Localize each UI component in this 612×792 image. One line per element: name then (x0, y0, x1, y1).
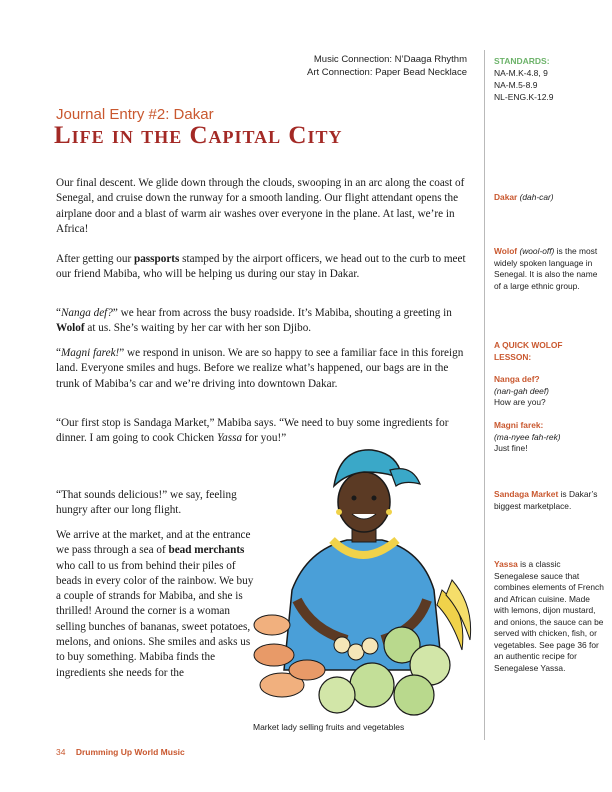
glossary-pronunciation: (nan-gah deef) (494, 385, 549, 396)
glossary-pronunciation: (wool-off) (519, 246, 555, 256)
glossary-pronunciation: (dah-car) (519, 192, 554, 202)
glossary-term: Nanga def? (494, 374, 540, 384)
glossary-definition: How are you? (494, 397, 546, 407)
standards-heading: STANDARDS: (494, 56, 550, 66)
paragraph-3 (56, 306, 474, 337)
book-title: Drumming Up World Music (75, 747, 185, 757)
glossary-term: Wolof (494, 246, 518, 256)
paragraph-text: for you!” (242, 432, 287, 445)
glossary-nanga-def (494, 374, 606, 409)
paragraph-text: “ (56, 347, 61, 359)
paragraph-text: who call to us from behind their piles of beads in every color of the rainbow. We buy a couple of strands for Mabiba, and she is thrilled! Around the corner is a woman selling bunches of bananas, sweet potatoes, melons, and onions. She smiles and asks us to buy something. Mabiba finds the ingredients she needs for the (56, 559, 254, 679)
paragraph-text: Our final descent. We glide down through the clouds, swooping in an arc along the coast of Senegal, and cruise down the runway for a smooth landing. Our flight attendant opens the airplane door and a blast of warm air washes over everyone in the plane. At last, we’re in Africa! (56, 177, 465, 235)
glossary-term: Yassa (494, 559, 518, 569)
glossary-dakar (494, 192, 606, 204)
sidebar-divider (484, 50, 485, 740)
glossary-definition: is a classic Senegalese sauce that combines elements of French and African cuisine. Made with lemons, dijon mustard, and onions, the sauce can be served with chicken, fish, or vegetables. See page 36 for an authentic recipe for Senegalese Yassa. (494, 559, 604, 673)
glossary-pronunciation: (ma-nyee fah-rek) (494, 431, 561, 442)
paragraph-text: ” we hear from across the busy roadside. It’s Mabiba, shouting a greeting in (112, 307, 452, 319)
illustration-caption: Market lady selling fruits and vegetables (253, 722, 405, 732)
music-connection: Music Connection: N’Daaga Rhythm (313, 54, 467, 65)
paragraph-text: “ (56, 307, 61, 319)
standard-item: NA-M.5-8.9 (494, 80, 538, 90)
art-connection: Art Connection: Paper Bead Necklace (306, 67, 467, 78)
term-passports: passports (133, 253, 180, 265)
term-bead-merchants: bead merchants (168, 544, 245, 557)
term-yassa: Yassa (216, 432, 243, 445)
journal-entry-label: Journal Entry #2: Dakar (56, 106, 214, 123)
standards-box (494, 55, 554, 103)
term-wolof: Wolof (56, 322, 85, 335)
paragraph-text: “That sounds delicious!” we say, feeling hungry after our long flight. (56, 489, 237, 517)
glossary-definition: Just fine! (494, 443, 528, 453)
paragraph-2 (56, 252, 474, 283)
glossary-yassa (494, 559, 606, 674)
paragraph-text: at us. She’s waiting by her car with her son Djibo. (84, 322, 312, 335)
standard-item: NA-M.K-4.8, 9 (494, 68, 548, 78)
glossary-magni-farek (494, 420, 606, 455)
connections (307, 53, 467, 79)
glossary-definition: is the most widely spoken language in Senegal. It is also the name of a large ethnic group. (494, 246, 598, 291)
phrase-magni-farek: Magni farek! (60, 347, 120, 359)
paragraph-text: stamped by the airport officers, we head out to the curb to meet our friend Mabiba, who will be helping us during our stay in Dakar. (56, 253, 466, 281)
paragraph-6 (56, 488, 262, 519)
glossary-term: Magni farek: (494, 420, 544, 430)
standard-item: NL-ENG.K-12.9 (494, 92, 554, 102)
page-title: Life in the Capital City (54, 122, 343, 149)
page-footer (56, 747, 185, 757)
paragraph-4 (56, 346, 474, 392)
paragraph-text: After getting our (56, 253, 134, 265)
glossary-sandaga-market (494, 489, 606, 512)
paragraph-7 (56, 528, 256, 681)
wolof-lesson-heading (494, 340, 574, 363)
market-lady-illustration (252, 440, 474, 718)
phrase-nanga-def: Nanga def? (60, 307, 113, 319)
paragraph-1 (56, 176, 474, 237)
paragraph-text: We arrive at the market, and at the entrance we pass through a sea of (56, 529, 251, 557)
page-number: 34 (56, 747, 66, 757)
glossary-definition: is Dakar’s biggest marketplace. (494, 489, 598, 511)
glossary-term: Sandaga Market (494, 489, 559, 499)
glossary-wolof (494, 246, 606, 292)
glossary-heading: A QUICK WOLOF LESSON: (494, 340, 563, 362)
glossary-term: Dakar (494, 192, 518, 202)
paragraph-text: “Our first stop is Sandaga Market,” Mabiba says. “We need to buy some ingredients for dinner. I am going to cook Chicken (56, 417, 449, 445)
paragraph-text: ” we respond in unison. We are so happy to see a familiar face in this foreign land. Everyone smiles and hugs. Before we realize what’s happened, our bags are in the trunk of Mabiba’s car and we’re driving into downtown Dakar. (56, 347, 464, 390)
